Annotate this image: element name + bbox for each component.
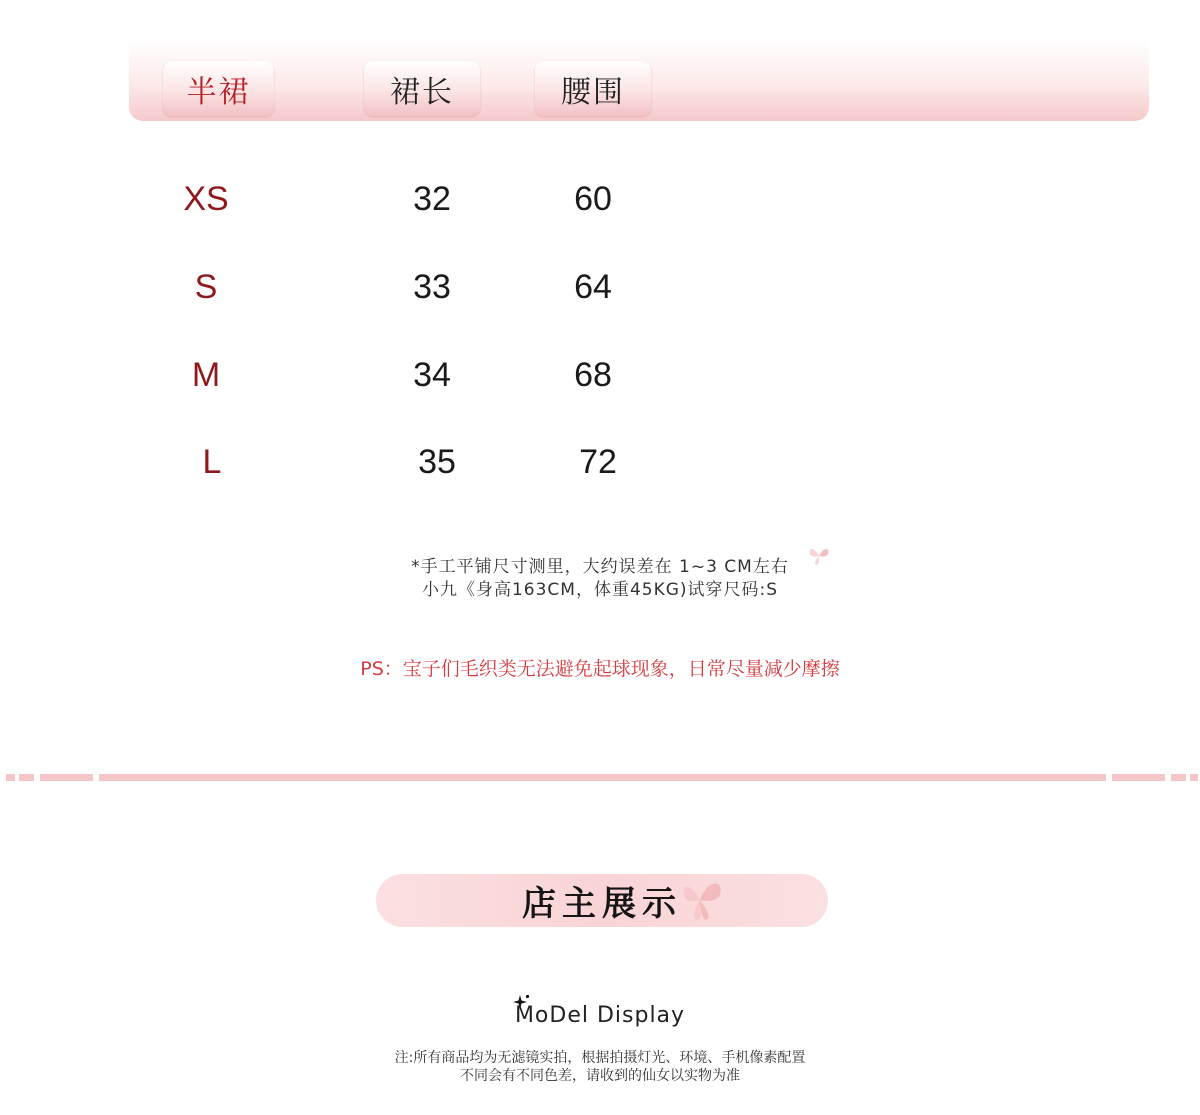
divider-dash (1171, 774, 1186, 781)
size-s: S (194, 268, 218, 306)
waist-s: 64 (574, 268, 612, 306)
measure-note: *手工平铺尺寸测里，大约误差在 1~3 CM左右 (411, 557, 789, 577)
model-display-subtitle: MoDel Display (514, 1003, 686, 1028)
divider-dash (1112, 774, 1165, 781)
divider-dash (1190, 774, 1198, 781)
butterfly-icon (806, 544, 832, 568)
header-skirt: 半裙 (163, 61, 274, 116)
length-m: 34 (413, 356, 451, 394)
length-l: 35 (418, 443, 456, 481)
divider-dash (40, 774, 93, 781)
ps-note: PS：宝子们毛织类无法避免起球现象，日常尽量减少摩擦 (360, 658, 840, 680)
section-title: 店主展示 (522, 884, 682, 924)
fit-note: 小九《身高163CM，体重45KG)试穿尺码:S (421, 580, 779, 600)
header-waist: 腰围 (535, 61, 651, 116)
butterfly-icon (680, 874, 728, 926)
header-length: 裙长 (364, 61, 480, 116)
size-xs: XS (183, 180, 229, 218)
size-m: M (191, 356, 221, 394)
disclaimer-line-2: 不同会有不同色差，请收到的仙女以实物为准 (460, 1068, 740, 1084)
length-s: 33 (413, 268, 451, 306)
divider-dash (19, 774, 34, 781)
length-xs: 32 (413, 180, 451, 218)
waist-l: 72 (579, 443, 617, 481)
divider-line (99, 774, 1106, 781)
waist-xs: 60 (574, 180, 612, 218)
waist-m: 68 (574, 356, 612, 394)
size-l: L (202, 443, 222, 481)
disclaimer-line-1: 注:所有商品均为无滤镜实拍，根据拍摄灯光、环境、手机像素配置 (394, 1050, 806, 1066)
divider-dash (6, 774, 15, 781)
